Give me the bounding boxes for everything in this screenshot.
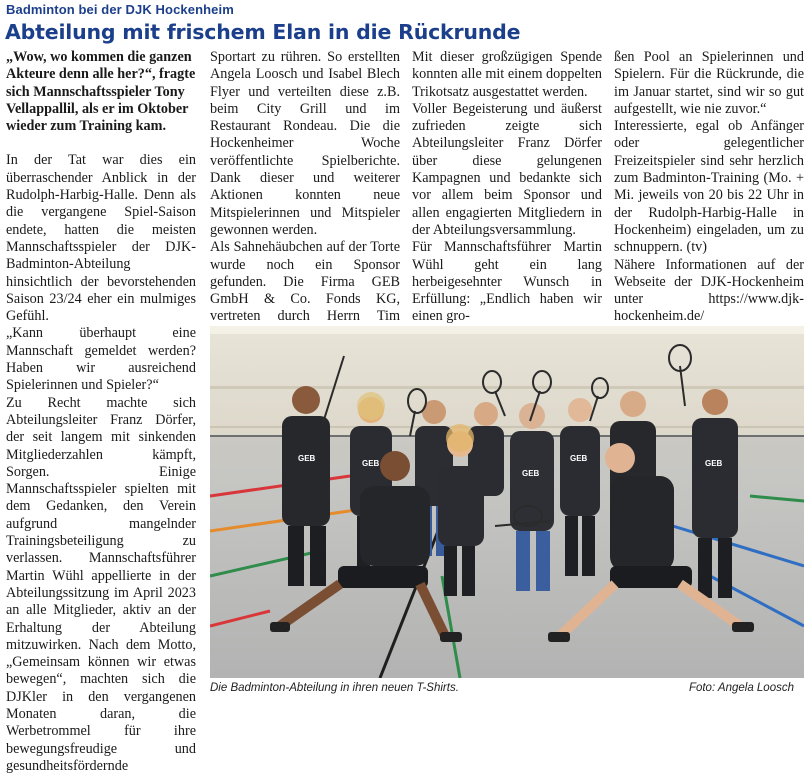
paragraph: Mit dieser großzügigen Spende konnten alle mit einem doppelten Trikotsatz ausgestattet werden. xyxy=(412,49,602,100)
paragraph: Sportart zu rühren. So erstellten Angela Loosch und Isabel Blech Flyer und verteilten diese z.B. beim City Grill und im Restaurant Rondeau. Die die Hockenheimer Woche veröffentlichte Spielberichte. Dank dieser und weiterer Aktionen konnten neue Mitspielerinnen und Mitspieler gewonnen werden. xyxy=(210,49,400,238)
text-column-1 xyxy=(6,49,196,775)
paragraph: Für Mannschaftsführer Martin Wühl geht ein lang herbeigesehnter Wunsch in Erfüllung: „Endlich haben wir einen gro- xyxy=(412,239,602,325)
team-photo-illustration xyxy=(210,326,804,678)
paragraph: „Kann überhaupt eine Mannschaft gemeldet werden? Haben wir ausreichend Spielerinnen und Spieler?“ xyxy=(6,325,196,394)
article-kicker: Badminton bei der DJK Hockenheim xyxy=(6,2,234,17)
text-column-4 xyxy=(614,49,804,326)
shirt-logo: GEB xyxy=(570,454,588,463)
article-headline: Abteilung mit frischem Elan in die Rückrunde xyxy=(5,20,521,44)
paragraph: Voller Begeisterung und äußerst zufrieden zeigte sich Abteilungsleiter Franz Dörfer über diese gelungenen Kampagnen und bedankte sich vor allem beim Sponsor und allen engagierten Mitgliedern in der Abteilungsversammlung. xyxy=(412,100,602,238)
shirt-logo: GEB xyxy=(362,459,380,468)
shirt-logo: GEB xyxy=(705,459,723,468)
text-column-2 xyxy=(210,49,400,360)
team-photo xyxy=(210,326,804,678)
lead-paragraph: „Wow, wo kommen die ganzen Akteure denn alle her?“, fragte sich Mannschaftsspieler Tony Vellappallil, als er im Oktober wieder zum Training kam. xyxy=(6,49,196,135)
paragraph: ßen Pool an Spielerinnen und Spielern. Für die Rückrunde, die im Januar startet, sind wir so gut aufgestellt, wie nie zuvor.“ xyxy=(614,49,804,117)
photo-caption: Die Badminton-Abteilung in ihren neuen T-Shirts. xyxy=(210,682,459,694)
paragraph: Zu Recht machte sich Abteilungsleiter Franz Dörfer, der seit langem mit sinkenden Mitgliederzahlen kämpft, Sorgen. Einige Mannschaftsspieler spielten mit dem Gedanken, den Verein aufgrund mangelnder Trainingsbeteiligung zu verlassen. Mannschaftsführer Martin Wühl appellierte in der Abteilungssitzung im April 2023 an alle Mitglieder, aktiv an der Erhaltung der Abteilung mitzuwirken. Nach dem Motto, „Gemeinsam können wir etwas bewegen“, machten sich die DJKler in den vergangenen Monaten daran, die Werbetrommel für ihre bewegungsfreudige und gesundheitsfördernde xyxy=(6,394,196,774)
text-column-3 xyxy=(412,49,602,326)
paragraph: Interessierte, egal ob Anfänger oder gelegentlicher Freizeitspieler sind sehr herzlich zum Badminton-Training (Mo. + Mi. jeweils von 20 bis 22 Uhr in der Rudolph-Harbig-Halle in Hockenheim) eingeladen, um zu schnuppern. (tv) xyxy=(614,118,804,256)
paragraph: In der Tat war dies ein überraschender Anblick in der Rudolph-Harbig-Halle. Denn als die vergangene Spiel-Saison endete, hatten die meisten Mannschaftsspieler der DJK-Badminton-Abteilung hinsichtlich der bevorstehenden Saison 23/24 eher ein mulmiges Gefühl. xyxy=(6,152,196,325)
paragraph: Als Sahnehäubchen auf der Torte wurde noch ein Sponsor gefunden. Die Firma GEB GmbH & Co. Fonds KG, vertreten durch Herrn Tim xyxy=(210,239,400,325)
photo-credit: Foto: Angela Loosch xyxy=(688,682,794,694)
shirt-logo: GEB xyxy=(522,469,540,478)
paragraph: Nähere Informationen auf der Webseite der DJK-Hockenheim unter https://www.djk-hockenheim.de/ xyxy=(614,256,804,325)
shirt-logo: GEB xyxy=(298,454,316,463)
